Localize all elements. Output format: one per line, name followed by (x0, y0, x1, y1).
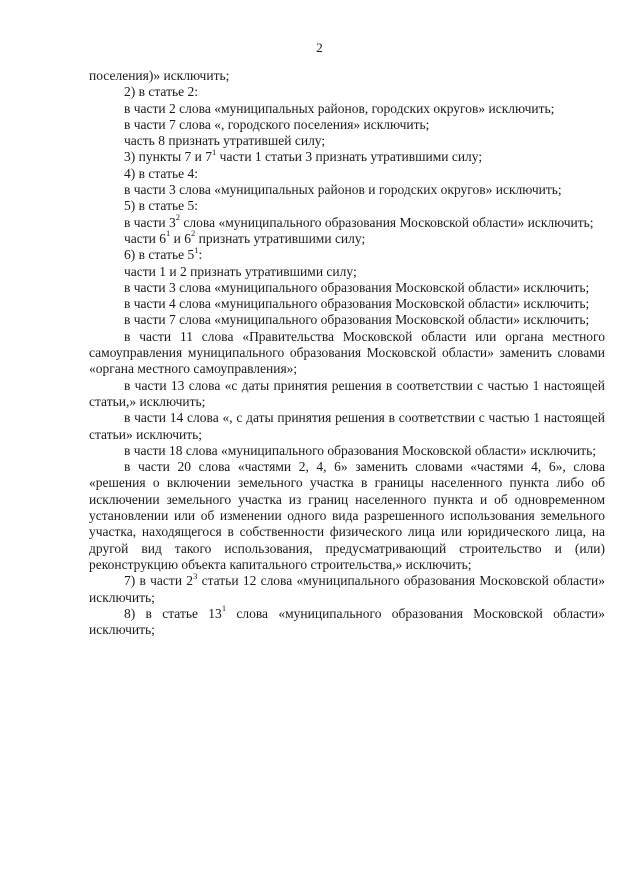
paragraph: в части 11 слова «Правительства Московской области или органа местного самоуправления муниципального образования Московской области» заменить словами «органа местного самоуправления»; (89, 328, 605, 377)
paragraph: в части 13 слова «с даты принятия решения в соответствии с частью 1 настоящей статьи,» исключить; (89, 377, 605, 409)
document-body (89, 68, 605, 638)
paragraph: в части 2 слова «муниципальных районов, городских округов» исключить; (124, 100, 555, 116)
paragraph: части $6^1$ и $6^2$ признать утратившими силу; (124, 228, 366, 246)
paragraph: в части 3 слова «муниципальных районов и городских округов» исключить; (124, 182, 562, 198)
paragraph-continuation: поселения)» исключить; (89, 68, 230, 83)
paragraph: в части 3 слова «муниципального образования Московской области» исключить; (124, 279, 590, 295)
paragraph: в части 7 слова «, городского поселения» исключить; (124, 116, 430, 132)
paragraph-item-7: 7) в части $2^3$ статьи 12 слова «муниципального образования Московской области» исключить; (89, 570, 605, 605)
paragraph-item-5: 5) в статье 5: (124, 198, 198, 214)
paragraph-item-2: 2) в статье 2: (124, 84, 198, 100)
paragraph: части 1 и 2 признать утратившими силу; (124, 263, 357, 279)
paragraph-item-8: 8) в статье $13^1$ слова «муниципального образования Московской области» исключить; (89, 603, 605, 638)
paragraph: в части $3^2$ слова «муниципального образования Московской области» исключить; (124, 212, 594, 230)
paragraph: в части 4 слова «муниципального образования Московской области» исключить; (124, 296, 590, 312)
paragraph-item-3: 3) пункты 7 и $7^1$ части 1 статьи 3 признать утратившими силу; (124, 146, 483, 165)
paragraph-item-4: 4) в статье 4: (124, 165, 198, 181)
paragraph-item-6: 6) в статье $5^1$: (124, 244, 203, 263)
paragraph: в части 14 слова «, с даты принятия решения в соответствии с частью 1 настоящей статьи» исключить; (89, 410, 605, 442)
paragraph: часть 8 признать утратившей силу; (124, 133, 326, 149)
paragraph: в части 20 слова «частями 2, 4, 6» заменить словами «частями 4, 6», слова «решения о включении земельного участка в границы населенного пункта либо об исключении земельного участка из границ населенного пункта и об одновременном установлении или об изменении одного вида разрешенного использования земельного участка, находящегося в собственности физического лица или юридического лица, на другой вид такого использования, предусматривающий строительство и (или) реконструкцию объекта капитального строительства,» исключить; (89, 459, 605, 572)
paragraph: в части 18 слова «муниципального образования Московской области» исключить; (124, 442, 597, 458)
paragraph: в части 7 слова «муниципального образования Московской области» исключить; (124, 312, 590, 328)
page-number: 2 (316, 40, 323, 55)
